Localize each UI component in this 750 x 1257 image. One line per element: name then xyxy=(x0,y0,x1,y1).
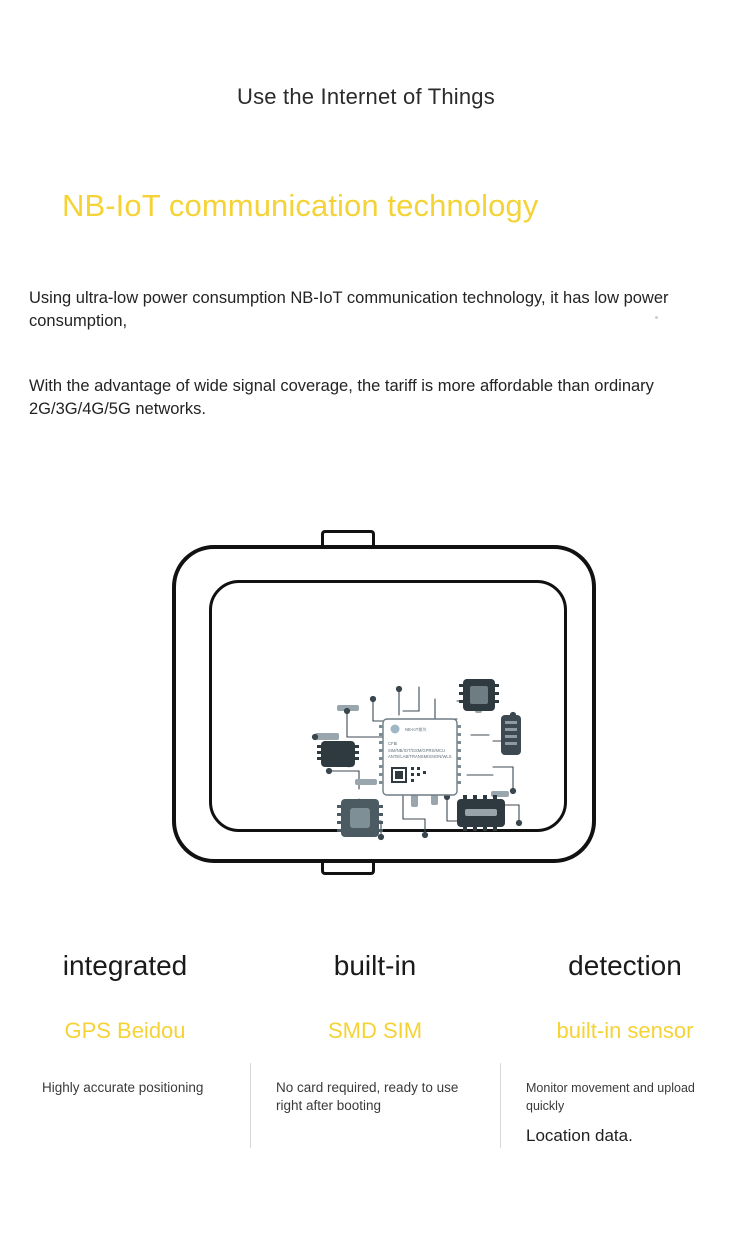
feature-column-integrated xyxy=(0,935,250,1175)
feature-subtitle: GPS Beidou xyxy=(64,1018,186,1043)
feature-column-builtin-sim xyxy=(250,935,500,1175)
feature-title: built-in xyxy=(333,950,417,981)
feature-description: No card required, ready to use right after booting xyxy=(276,1080,459,1113)
feature-column-detection xyxy=(500,935,750,1175)
circuit-board-icon xyxy=(307,671,535,851)
feature-title: integrated xyxy=(62,950,188,981)
feature-title: detection xyxy=(568,950,682,981)
body-paragraph-1: Using ultra-low power consumption NB-IoT communication technology, it has low power consumption, xyxy=(29,289,669,330)
feature-description: Monitor movement and upload quickly xyxy=(526,1081,695,1113)
decorative-dot xyxy=(655,316,658,319)
svg-text:ANTE/LAB/TRANSMISSION/WLS: ANTE/LAB/TRANSMISSION/WLS xyxy=(388,754,452,759)
device-outer-shell xyxy=(172,545,596,863)
device-inner-shell xyxy=(209,580,567,832)
device-illustration xyxy=(155,530,595,875)
feature-subtitle: SMD SIM xyxy=(327,1018,423,1043)
body-paragraph-2: With the advantage of wide signal coverage, the tariff is more affordable than ordinary 2G/3G/4G/5G networks. xyxy=(29,377,654,418)
features-row xyxy=(0,935,750,1175)
svg-text:NB-IoT模块: NB-IoT模块 xyxy=(405,727,427,732)
feature-description: Highly accurate positioning xyxy=(42,1080,204,1095)
svg-text:SIM/NB/IOT/GSM/GPRS/MCU: SIM/NB/IOT/GSM/GPRS/MCU xyxy=(388,748,445,753)
feature-description-secondary: Location data. xyxy=(526,1126,633,1145)
eyebrow-text: Use the Internet of Things xyxy=(237,84,495,109)
svg-text:CFBi: CFBi xyxy=(388,741,398,746)
page-title: NB-IoT communication technology xyxy=(62,188,539,223)
feature-subtitle: built-in sensor xyxy=(556,1018,694,1043)
